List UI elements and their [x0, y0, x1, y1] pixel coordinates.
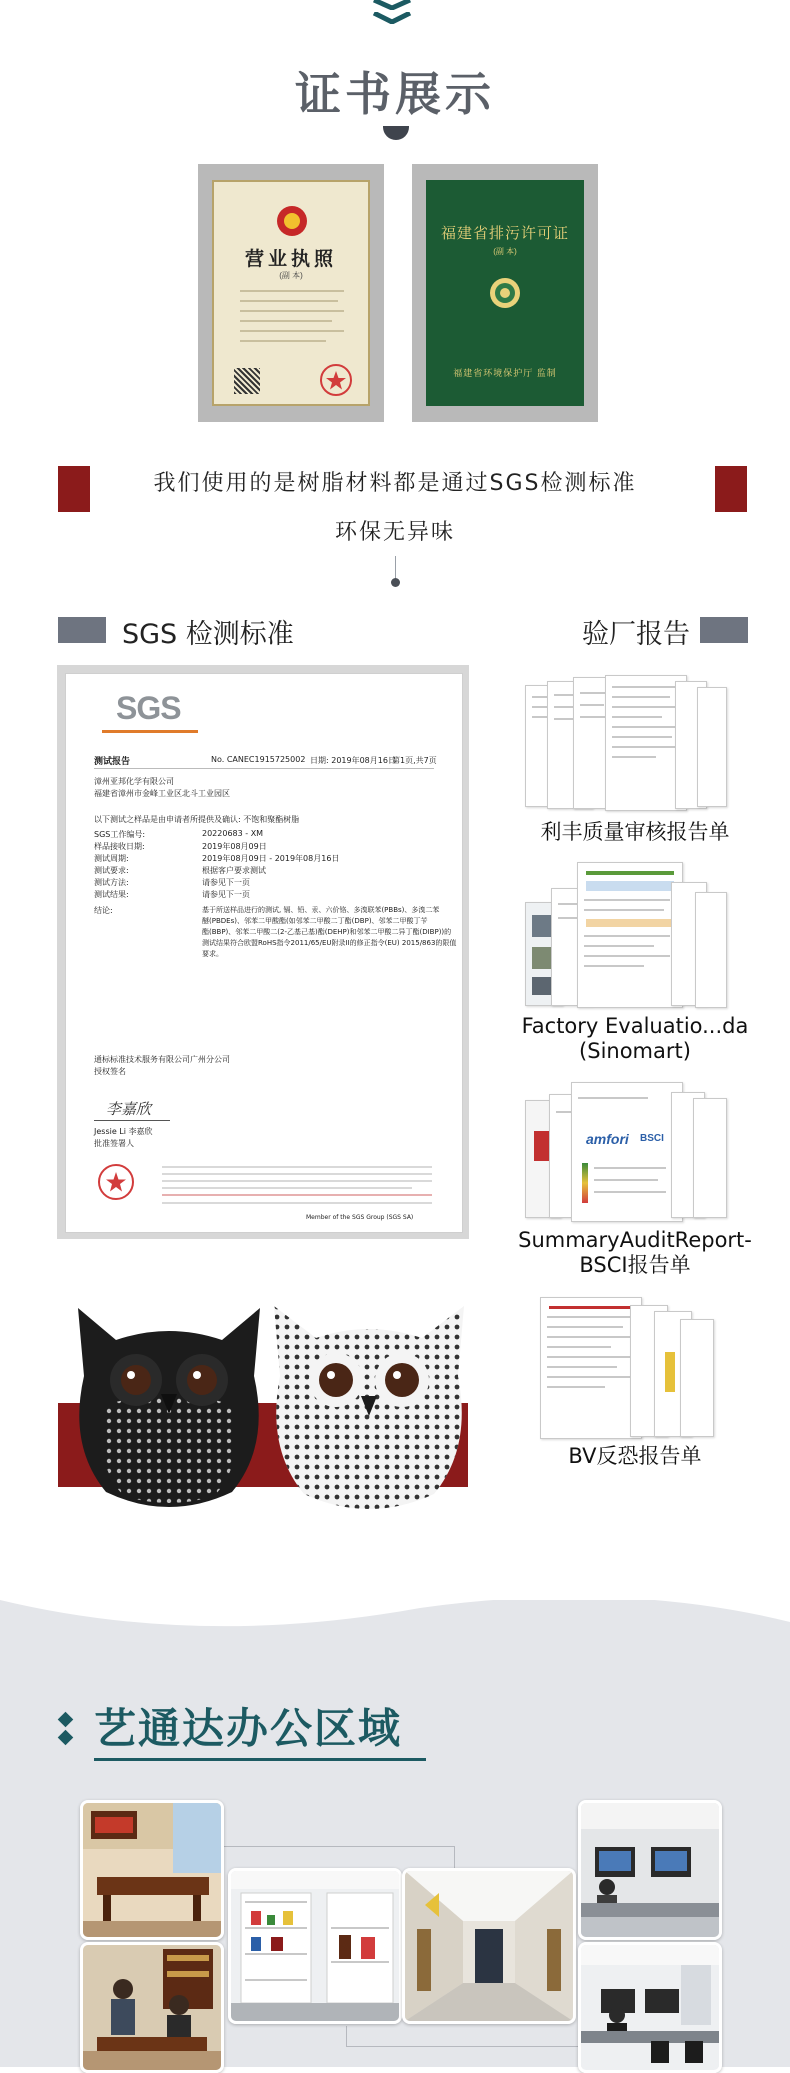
conclusion-line: 酯(BBP)、邻苯二甲酸二(2-乙基己基)酯(DEHP)和邻苯二甲酸二异丁酯(DIBP))的 — [202, 928, 452, 936]
divider-dot — [391, 578, 400, 587]
factory-evaluation-caption-line1: Factory Evaluatio...da — [521, 1014, 749, 1038]
conclusion-line: 测试结果符合欧盟RoHS指令2011/65/EU附录II的修正指令(EU) 2015/863的限值 — [202, 939, 457, 947]
office-photo-corridor — [402, 1868, 576, 2024]
license-title: 营业执照 — [244, 248, 337, 270]
report-heading: 测试报告 — [94, 757, 131, 767]
signatory-org: 通标标准技术服务有限公司广州分公司 — [94, 1055, 230, 1064]
factory-evaluation-thumbnail — [525, 862, 735, 1010]
bsci-caption-line1: SummaryAuditReport- — [518, 1228, 752, 1252]
title-decoration — [383, 126, 409, 140]
report-company: 漳州亚邦化学有限公司 — [94, 777, 174, 786]
permit-title: 福建省排污许可证 — [440, 224, 569, 242]
sgs-member-footer: Member of the SGS Group (SGS SA) — [306, 1214, 414, 1221]
field-value: 2019年08月09日 - 2019年08月16日 — [202, 854, 340, 863]
report-intro: 以下测试之样品是由申请者所提供及确认: 不饱和聚酯树脂 — [94, 815, 300, 824]
bv-report-caption: BV反恐报告单 — [568, 1444, 702, 1468]
statement-line-2: 环保无异味 — [334, 520, 455, 545]
statement-line-1: 我们使用的是树脂材料都是通过SGS检测标准 — [153, 471, 637, 496]
chevron-down-icon — [372, 0, 412, 10]
signer-title: 批准签署人 — [94, 1139, 134, 1148]
environmental-emblem-icon — [488, 276, 522, 310]
field-label: 测试周期: — [94, 854, 129, 863]
sgs-seal-icon — [96, 1162, 136, 1202]
office-photo-display-shelves — [228, 1868, 402, 2024]
field-value: 根据客户要求测试 — [202, 866, 266, 875]
office-photo-meeting-room — [80, 1800, 224, 1940]
office-photo-tea-room — [80, 1942, 224, 2073]
conclusion-label: 结论: — [94, 906, 113, 915]
grey-tag-left — [58, 617, 106, 643]
bsci-report-caption — [505, 1228, 765, 1278]
page-title: 证书展示 — [295, 67, 495, 121]
factory-evaluation-caption-line2: (Sinomart) — [579, 1039, 691, 1063]
permit-issuer: 福建省环境保护厅 监制 — [453, 368, 557, 378]
bsci-caption-line2: BSCI报告单 — [579, 1253, 691, 1277]
pollution-permit-card — [412, 164, 598, 422]
conclusion-line: 要求。 — [202, 950, 223, 958]
sgs-logo: SGS — [116, 690, 181, 726]
chevron-down-icon — [372, 12, 412, 22]
sgs-report-page — [65, 673, 463, 1233]
connector-line — [346, 2026, 347, 2046]
black-owl-image — [64, 1296, 274, 1510]
field-label: 测试要求: — [94, 866, 129, 875]
field-label: 测试方法: — [94, 878, 129, 887]
field-value: 20220683 - XM — [202, 829, 264, 838]
office-section-title: 艺通达办公区域 — [94, 1704, 403, 1753]
bv-report-thumbnail — [540, 1297, 730, 1441]
sgs-report-card — [57, 665, 469, 1239]
office-title-underline — [94, 1758, 426, 1761]
bsci-report-thumbnail — [525, 1082, 735, 1222]
field-value: 请参见下一页 — [202, 890, 250, 899]
amfori-logo: amfori — [586, 1131, 629, 1147]
field-value: 请参见下一页 — [202, 878, 250, 887]
office-photo-desk-area — [578, 1942, 722, 2073]
business-license-card — [198, 164, 384, 422]
red-accent-left — [58, 466, 90, 512]
wave-divider — [0, 1588, 790, 1648]
grey-tag-right — [700, 617, 748, 643]
conclusion-line: 基于所送样品进行的测试, 镉、铅、汞、六价铬、多溴联苯(PBBs)、多溴二苯 — [202, 906, 440, 914]
report-date: 日期: 2019年08月16日 — [310, 756, 396, 765]
signature: 李嘉欣 — [106, 1100, 152, 1118]
report-address: 福建省漳州市金峰工业区北斗工业园区 — [94, 789, 230, 798]
connector-line — [218, 1846, 454, 1847]
field-label: 测试结果: — [94, 890, 129, 899]
office-photo-workstation — [578, 1800, 722, 1940]
field-label: 样品接收日期: — [94, 842, 145, 851]
connector-line — [454, 1846, 455, 1868]
report-number: No. CANEC1915725002 — [211, 755, 306, 764]
conclusion-line: 醚(PBDEs)、邻苯二甲酸酯(如邻苯二甲酸二丁酯(DBP)、邻苯二甲酸丁苄 — [202, 917, 428, 925]
white-owl-image — [262, 1292, 476, 1514]
field-value: 2019年08月09日 — [202, 842, 267, 851]
factory-audit-section-title: 验厂报告 — [582, 619, 690, 650]
lifung-report-thumbnail — [525, 675, 735, 815]
permit-subtitle: (副 本) — [493, 247, 517, 256]
signer-name: Jessie Li 李嘉欣 — [94, 1127, 153, 1136]
bsci-logo: BSCI — [640, 1133, 664, 1144]
connector-line — [346, 2046, 582, 2047]
license-subtitle: (副 本) — [279, 271, 303, 280]
factory-evaluation-caption — [510, 1014, 760, 1064]
lifung-report-caption: 利丰质量审核报告单 — [540, 820, 730, 844]
signatory-org-2: 授权签名 — [94, 1067, 126, 1076]
qr-code — [234, 368, 260, 394]
report-page: 第1页,共7页 — [392, 756, 437, 765]
national-emblem-icon — [272, 204, 312, 238]
sgs-section-title: SGS 检测标准 — [122, 619, 294, 650]
official-seal-icon — [318, 362, 354, 398]
field-label: SGS工作编号: — [94, 830, 146, 839]
red-accent-right — [715, 466, 747, 512]
